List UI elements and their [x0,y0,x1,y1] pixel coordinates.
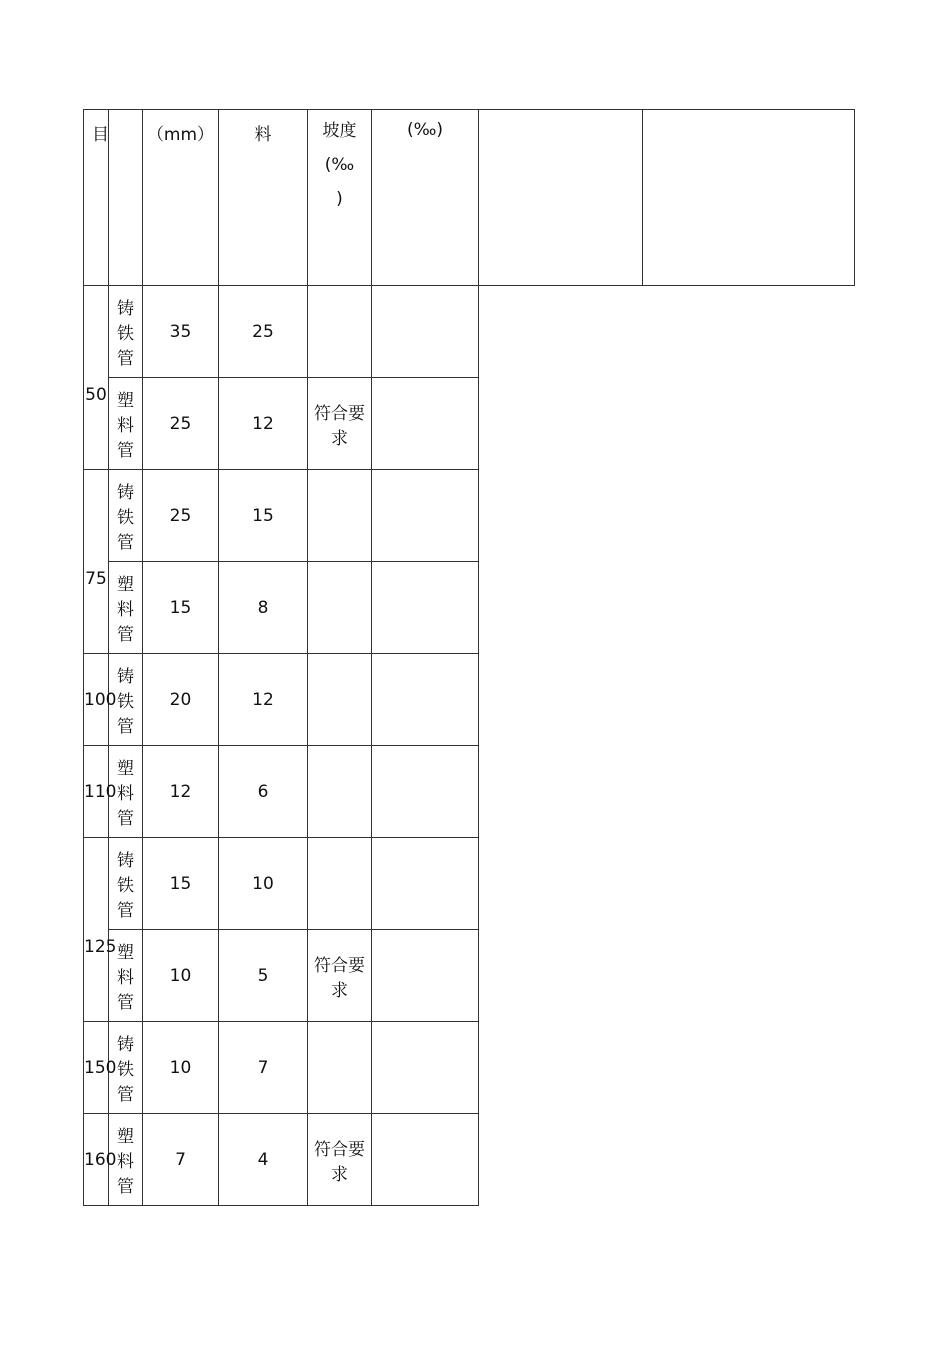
header-item-cell: 目 [84,110,109,286]
header-diameter-cell: （mm） [143,110,219,286]
standard-slope-cell: 35 [143,286,219,378]
standard-slope-cell: 15 [143,838,219,930]
material-cell: 铸铁管 [109,1022,143,1114]
header-remark-cell [643,110,855,286]
result-cell: 符合要求 [308,1114,372,1206]
standard-slope-cell: 10 [143,930,219,1022]
table-body [84,286,855,1206]
table-row [84,930,855,1022]
table-row [84,470,855,562]
table-header-row [84,110,855,286]
table-row [84,654,855,746]
material-cell: 塑料管 [109,930,143,1022]
header-min-slope-cell: (‰) [372,110,479,286]
table-row [84,1114,855,1206]
min-slope-cell: 8 [219,562,308,654]
table-row [84,838,855,930]
material-cell: 铸铁管 [109,286,143,378]
standard-slope-cell: 25 [143,470,219,562]
result-cell [308,838,372,930]
result-cell: 符合要求 [308,930,372,1022]
remark-cell [372,838,479,930]
material-cell: 塑料管 [109,1114,143,1206]
remark-cell [372,654,479,746]
header-slope-line1: 坡度 [322,121,357,141]
remark-cell [372,562,479,654]
result-cell [308,562,372,654]
min-slope-cell: 25 [219,286,308,378]
standard-slope-cell: 12 [143,746,219,838]
table-row [84,746,855,838]
remark-cell [372,1022,479,1114]
header-slope-line3: ) [336,189,343,209]
remark-cell [372,746,479,838]
material-cell: 塑料管 [109,378,143,470]
remark-cell [372,378,479,470]
header-material-cell: 料 [219,110,308,286]
pipe-slope-table [83,109,855,1206]
diameter-cell: 125 [84,838,109,1022]
diameter-cell: 110 [84,746,109,838]
diameter-cell: 100 [84,654,109,746]
standard-slope-cell: 15 [143,562,219,654]
header-blank-cell [109,110,143,286]
header-slope-line2: (‰ [324,155,355,175]
result-cell [308,470,372,562]
result-cell [308,286,372,378]
result-cell [308,654,372,746]
standard-slope-cell: 10 [143,1022,219,1114]
standard-slope-cell: 20 [143,654,219,746]
material-cell: 塑料管 [109,562,143,654]
remark-cell [372,470,479,562]
diameter-cell: 75 [84,470,109,654]
header-result-cell [479,110,643,286]
table-row [84,562,855,654]
min-slope-cell: 4 [219,1114,308,1206]
standard-slope-cell: 7 [143,1114,219,1206]
remark-cell [372,1114,479,1206]
standard-slope-cell: 25 [143,378,219,470]
min-slope-cell: 12 [219,654,308,746]
min-slope-cell: 12 [219,378,308,470]
min-slope-cell: 15 [219,470,308,562]
result-cell [308,1022,372,1114]
min-slope-cell: 10 [219,838,308,930]
material-cell: 铸铁管 [109,654,143,746]
min-slope-cell: 7 [219,1022,308,1114]
table-row [84,286,855,378]
material-cell: 塑料管 [109,746,143,838]
remark-cell [372,930,479,1022]
material-cell: 铸铁管 [109,470,143,562]
remark-cell [372,286,479,378]
diameter-cell: 160 [84,1114,109,1206]
diameter-cell: 50 [84,286,109,470]
min-slope-cell: 5 [219,930,308,1022]
table-row [84,1022,855,1114]
table-row [84,378,855,470]
diameter-cell: 150 [84,1022,109,1114]
material-cell: 铸铁管 [109,838,143,930]
result-cell [308,746,372,838]
min-slope-cell: 6 [219,746,308,838]
header-standard-slope-cell [308,110,372,286]
result-cell: 符合要求 [308,378,372,470]
